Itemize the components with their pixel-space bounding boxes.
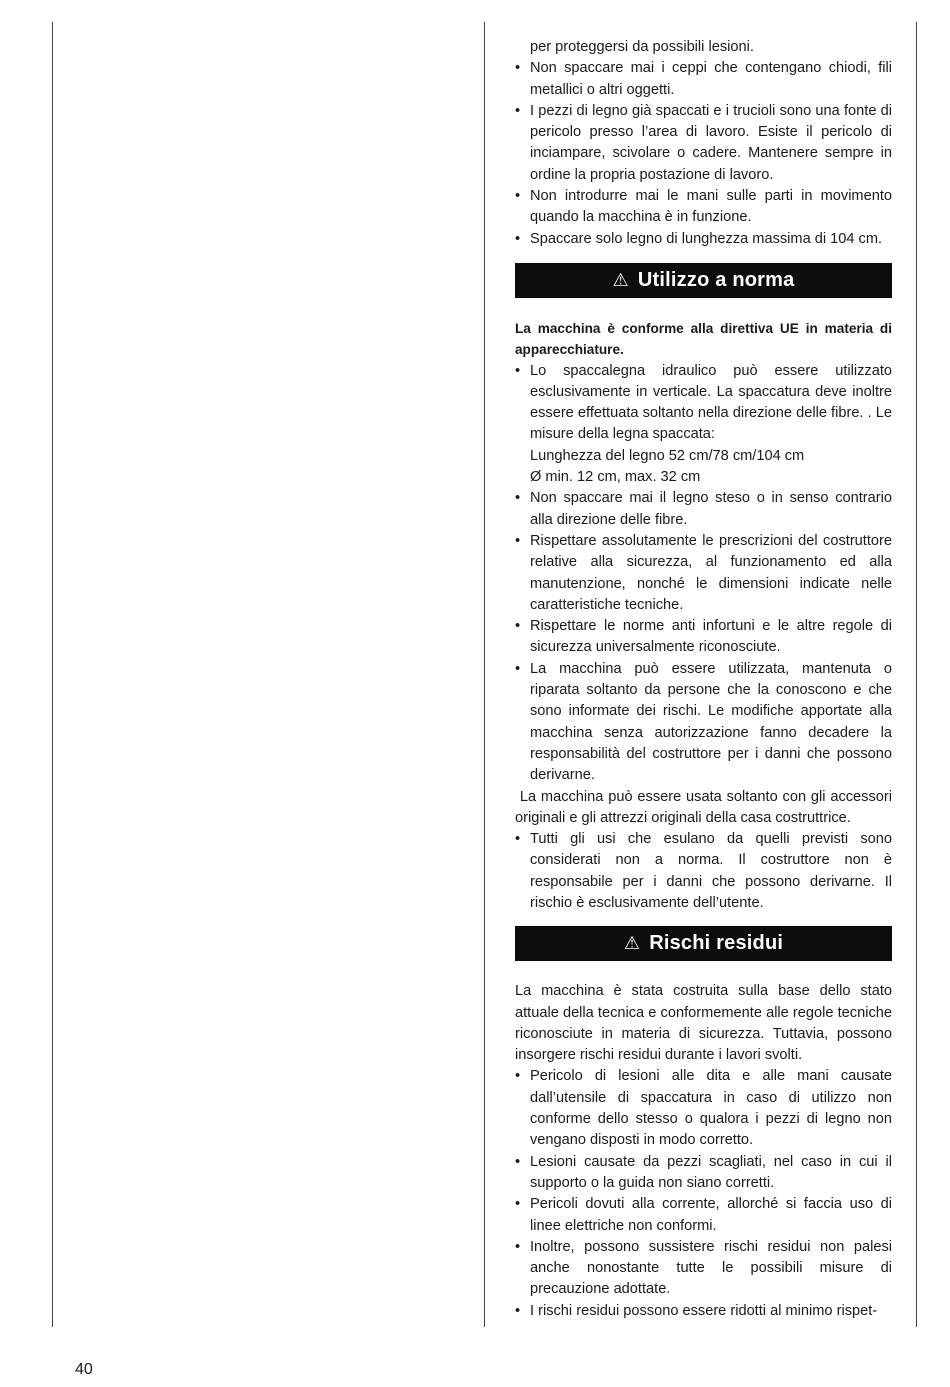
plain-paragraph-text: La macchina può essere usata soltanto con gli accessori originali e gli attrezzi originali della casa costruttrice.: [515, 788, 892, 826]
bullet-line: Lunghezza del legno 52 cm/78 cm/104 cm: [530, 447, 805, 464]
intro-fragment: per proteggersi da possibili lesioni.: [530, 39, 754, 55]
list-item: • Spaccare solo legno di lunghezza massima di 104 cm.: [515, 229, 892, 250]
list-item: [515, 361, 892, 489]
section-bold-intro: La macchina è conforme alla direttiva UE in materia di apparecchiature.: [515, 320, 892, 358]
bullet-text: Lo spaccalegna idraulico può essere utilizzato esclusivamente in verticale. La spaccatura deve inoltre essere effettuata soltanto nella direzione delle fibre. . Le misure della legna spaccata:: [530, 362, 892, 443]
list-item: • Lesioni causate da pezzi scagliati, nel caso in cui il supporto o la guida non siano corretti.: [515, 1152, 892, 1195]
section-paragraph: La macchina è stata costruita sulla base dello stato attuale della tecnica e conformemente alle regole tecniche riconosciute in materia di sicurezza. Tuttavia, possono insorgere rischi residui durante i lavori svolti.: [515, 983, 892, 1064]
section2-bullet-list: [515, 1066, 892, 1322]
list-item: • Non introdurre mai le mani sulle parti in movimento quando la macchina è in funzione.: [515, 186, 892, 229]
section-title: Utilizzo a norma: [637, 268, 795, 291]
bullet-line: Ø min. 12 cm, max. 32 cm: [530, 469, 701, 486]
list-item: • Pericolo di lesioni alle dita e alle mani causate dall’utensile di spaccatura in caso di utilizzo non conforme dello stesso o qualora i pezzi di legno non vengano disposti in modo corretto.: [515, 1066, 892, 1151]
warning-icon: ⚠: [623, 933, 641, 954]
list-item: • Tutti gli usi che esulano da quelli previsti sono considerati non a norma. Il costruttore non è responsabile per i danni che possono derivarne. Il rischio è esclusivamente dell’utente.: [515, 829, 892, 914]
list-item: • Inoltre, possono sussistere rischi residui non palesi anche nonostante tutte le possibili misure di precauzione adottate.: [515, 1237, 892, 1301]
warning-icon: ⚠: [612, 269, 629, 290]
list-item: • Pericoli dovuti alla corrente, allorché si faccia uso di linee elettriche non conformi.: [515, 1194, 892, 1237]
section-heading-rischi: [515, 926, 892, 961]
page-number: 40: [75, 1361, 93, 1378]
column-rule-left: [52, 22, 53, 1327]
right-text-column: [515, 37, 892, 1322]
section1-last-list: [515, 829, 892, 914]
section1-bullet-list: [515, 361, 892, 787]
list-item: • Non spaccare mai i ceppi che contengano chiodi, fili metallici o altri oggetti.: [515, 58, 892, 101]
section-title: Rischi residui: [649, 932, 784, 955]
section-heading-utilizzo: [515, 263, 892, 298]
plain-paragraph: [515, 787, 892, 830]
column-rule-middle: [484, 22, 485, 1327]
list-item: • Non spaccare mai il legno steso o in senso contrario alla direzione delle fibre.: [515, 488, 892, 531]
list-item: • I pezzi di legno già spaccati e i trucioli sono una fonte di pericolo presso l’area di lavoro. Esiste il pericolo di inciampare, scivolare o cadere. Mantenere sempre in ordine la propria postazione di lavoro.: [515, 101, 892, 186]
list-item: • Rispettare assolutamente le prescrizioni del costruttore relative alla sicurezza, al funzionamento ed alla manutenzione, nonché le dimensioni indicate nelle caratteristiche tecniche.: [515, 531, 892, 616]
column-rule-right: [916, 22, 917, 1327]
list-item: • La macchina può essere utilizzata, mantenuta o riparata soltanto da persone che la conoscono e che sono informate dei rischi. Le modifiche apportate alla macchina senza autorizzazione fanno decadere la responsabilità del costruttore per i danni che possono derivarne.: [515, 659, 892, 787]
intro-bullet-list: [515, 58, 892, 250]
list-item: • I rischi residui possono essere ridotti al minimo rispet-: [515, 1301, 892, 1322]
list-item: • Rispettare le norme anti infortuni e le altre regole di sicurezza universalmente riconosciute.: [515, 616, 892, 659]
